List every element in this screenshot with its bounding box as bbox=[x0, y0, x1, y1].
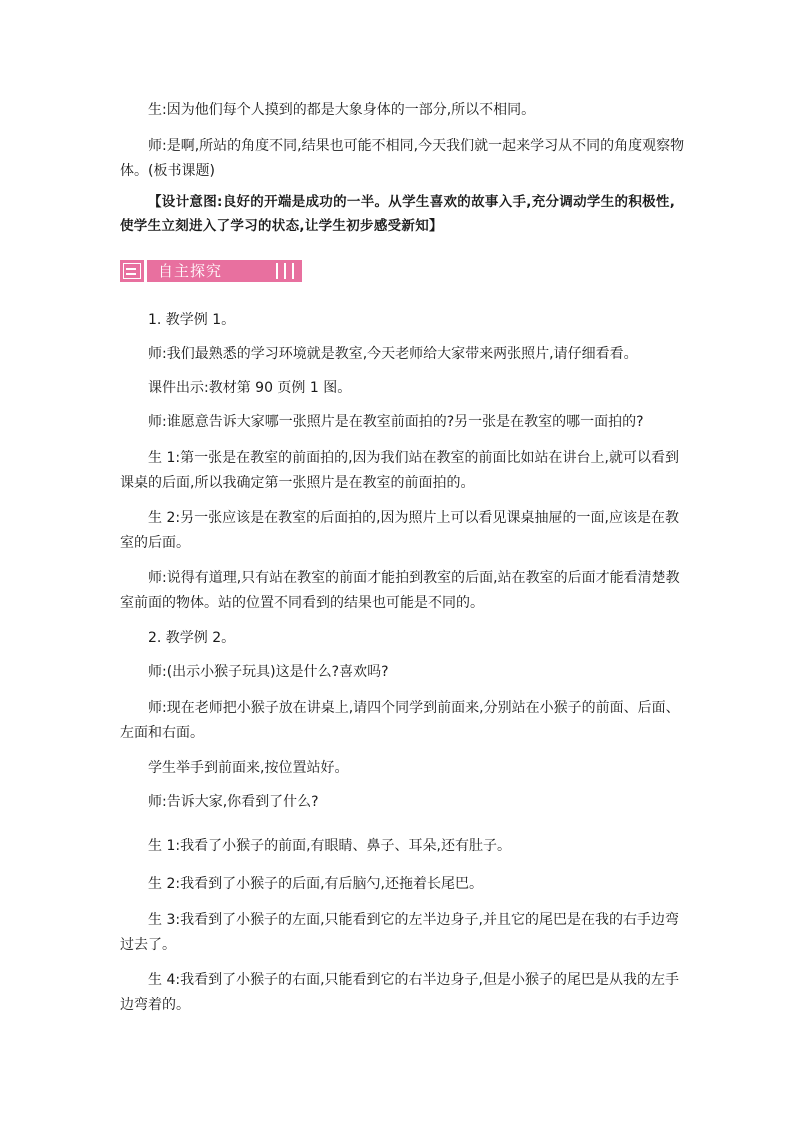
paragraph: 师:现在老师把小猴子放在讲桌上,请四个同学到前面来,分别站在小猴子的前面、后面、左面和右面。 bbox=[120, 700, 680, 741]
paragraph: 师:(出示小猴子玩具)这是什么?喜欢吗? bbox=[148, 664, 389, 680]
paragraph: 生 4:我看到了小猴子的右面,只能看到它的右半边身子,但是小猴子的尾巴是从我的左手边弯着的。 bbox=[120, 972, 679, 1013]
design-intent-note: 【设计意图:良好的开端是成功的一半。从学生喜欢的故事入手,充分调动学生的积极性,使学生立刻进入了学习的状态,让学生初步感受新知】 bbox=[120, 194, 676, 234]
paragraph: 师:谁愿意告诉大家哪一张照片是在教室前面拍的?另一张是在教室的哪一面拍的? bbox=[148, 414, 644, 430]
two-lines-icon bbox=[120, 260, 144, 282]
paragraph: 生 3:我看到了小猴子的左面,只能看到它的左半边身子,并且它的尾巴是在我的右手边弯过去了。 bbox=[120, 912, 679, 953]
heading-example-2: 2. 教学例 2。 bbox=[148, 630, 236, 646]
paragraph: 师:说得有道理,只有站在教室的前面才能拍到教室的后面,站在教室的后面才能看清楚教室前面的物体。站的位置不同看到的结果也可能是不同的。 bbox=[120, 570, 680, 611]
decor-stripe bbox=[292, 263, 294, 279]
decor-stripe bbox=[284, 263, 286, 279]
paragraph: 生 1:我看了小猴子的前面,有眼睛、鼻子、耳朵,还有肚子。 bbox=[148, 838, 511, 854]
paragraph: 学生举手到前面来,按位置站好。 bbox=[148, 760, 349, 776]
paragraph: 生 2:另一张应该是在教室的后面拍的,因为照片上可以看见课桌抽屉的一面,应该是在教室的后面。 bbox=[120, 510, 679, 551]
section-title: 自主探究 bbox=[158, 262, 223, 280]
heading-example-1: 1. 教学例 1。 bbox=[148, 312, 236, 328]
paragraph: 课件出示:教材第 90 页例 1 图。 bbox=[148, 380, 352, 396]
paragraph-teacher-intro: 师:是啊,所站的角度不同,结果也可能不相同,今天我们就一起来学习从不同的角度观察物体。(板书课题) bbox=[120, 138, 685, 179]
decor-stripe bbox=[276, 263, 278, 279]
paragraph: 师:告诉大家,你看到了什么? bbox=[148, 794, 319, 810]
paragraph-student-answer: 生:因为他们每个人摸到的都是大象身体的一部分,所以不相同。 bbox=[148, 102, 536, 118]
paragraph: 师:我们最熟悉的学习环境就是教室,今天老师给大家带来两张照片,请仔细看看。 bbox=[148, 346, 638, 362]
section-header bbox=[120, 260, 302, 282]
paragraph: 生 2:我看到了小猴子的后面,有后脑勺,还拖着长尾巴。 bbox=[148, 876, 483, 892]
paragraph: 生 1:第一张是在教室的前面拍的,因为我们站在教室的前面比如站在讲台上,就可以看到课桌的后面,所以我确定第一张照片是在教室的前面拍的。 bbox=[120, 450, 679, 491]
